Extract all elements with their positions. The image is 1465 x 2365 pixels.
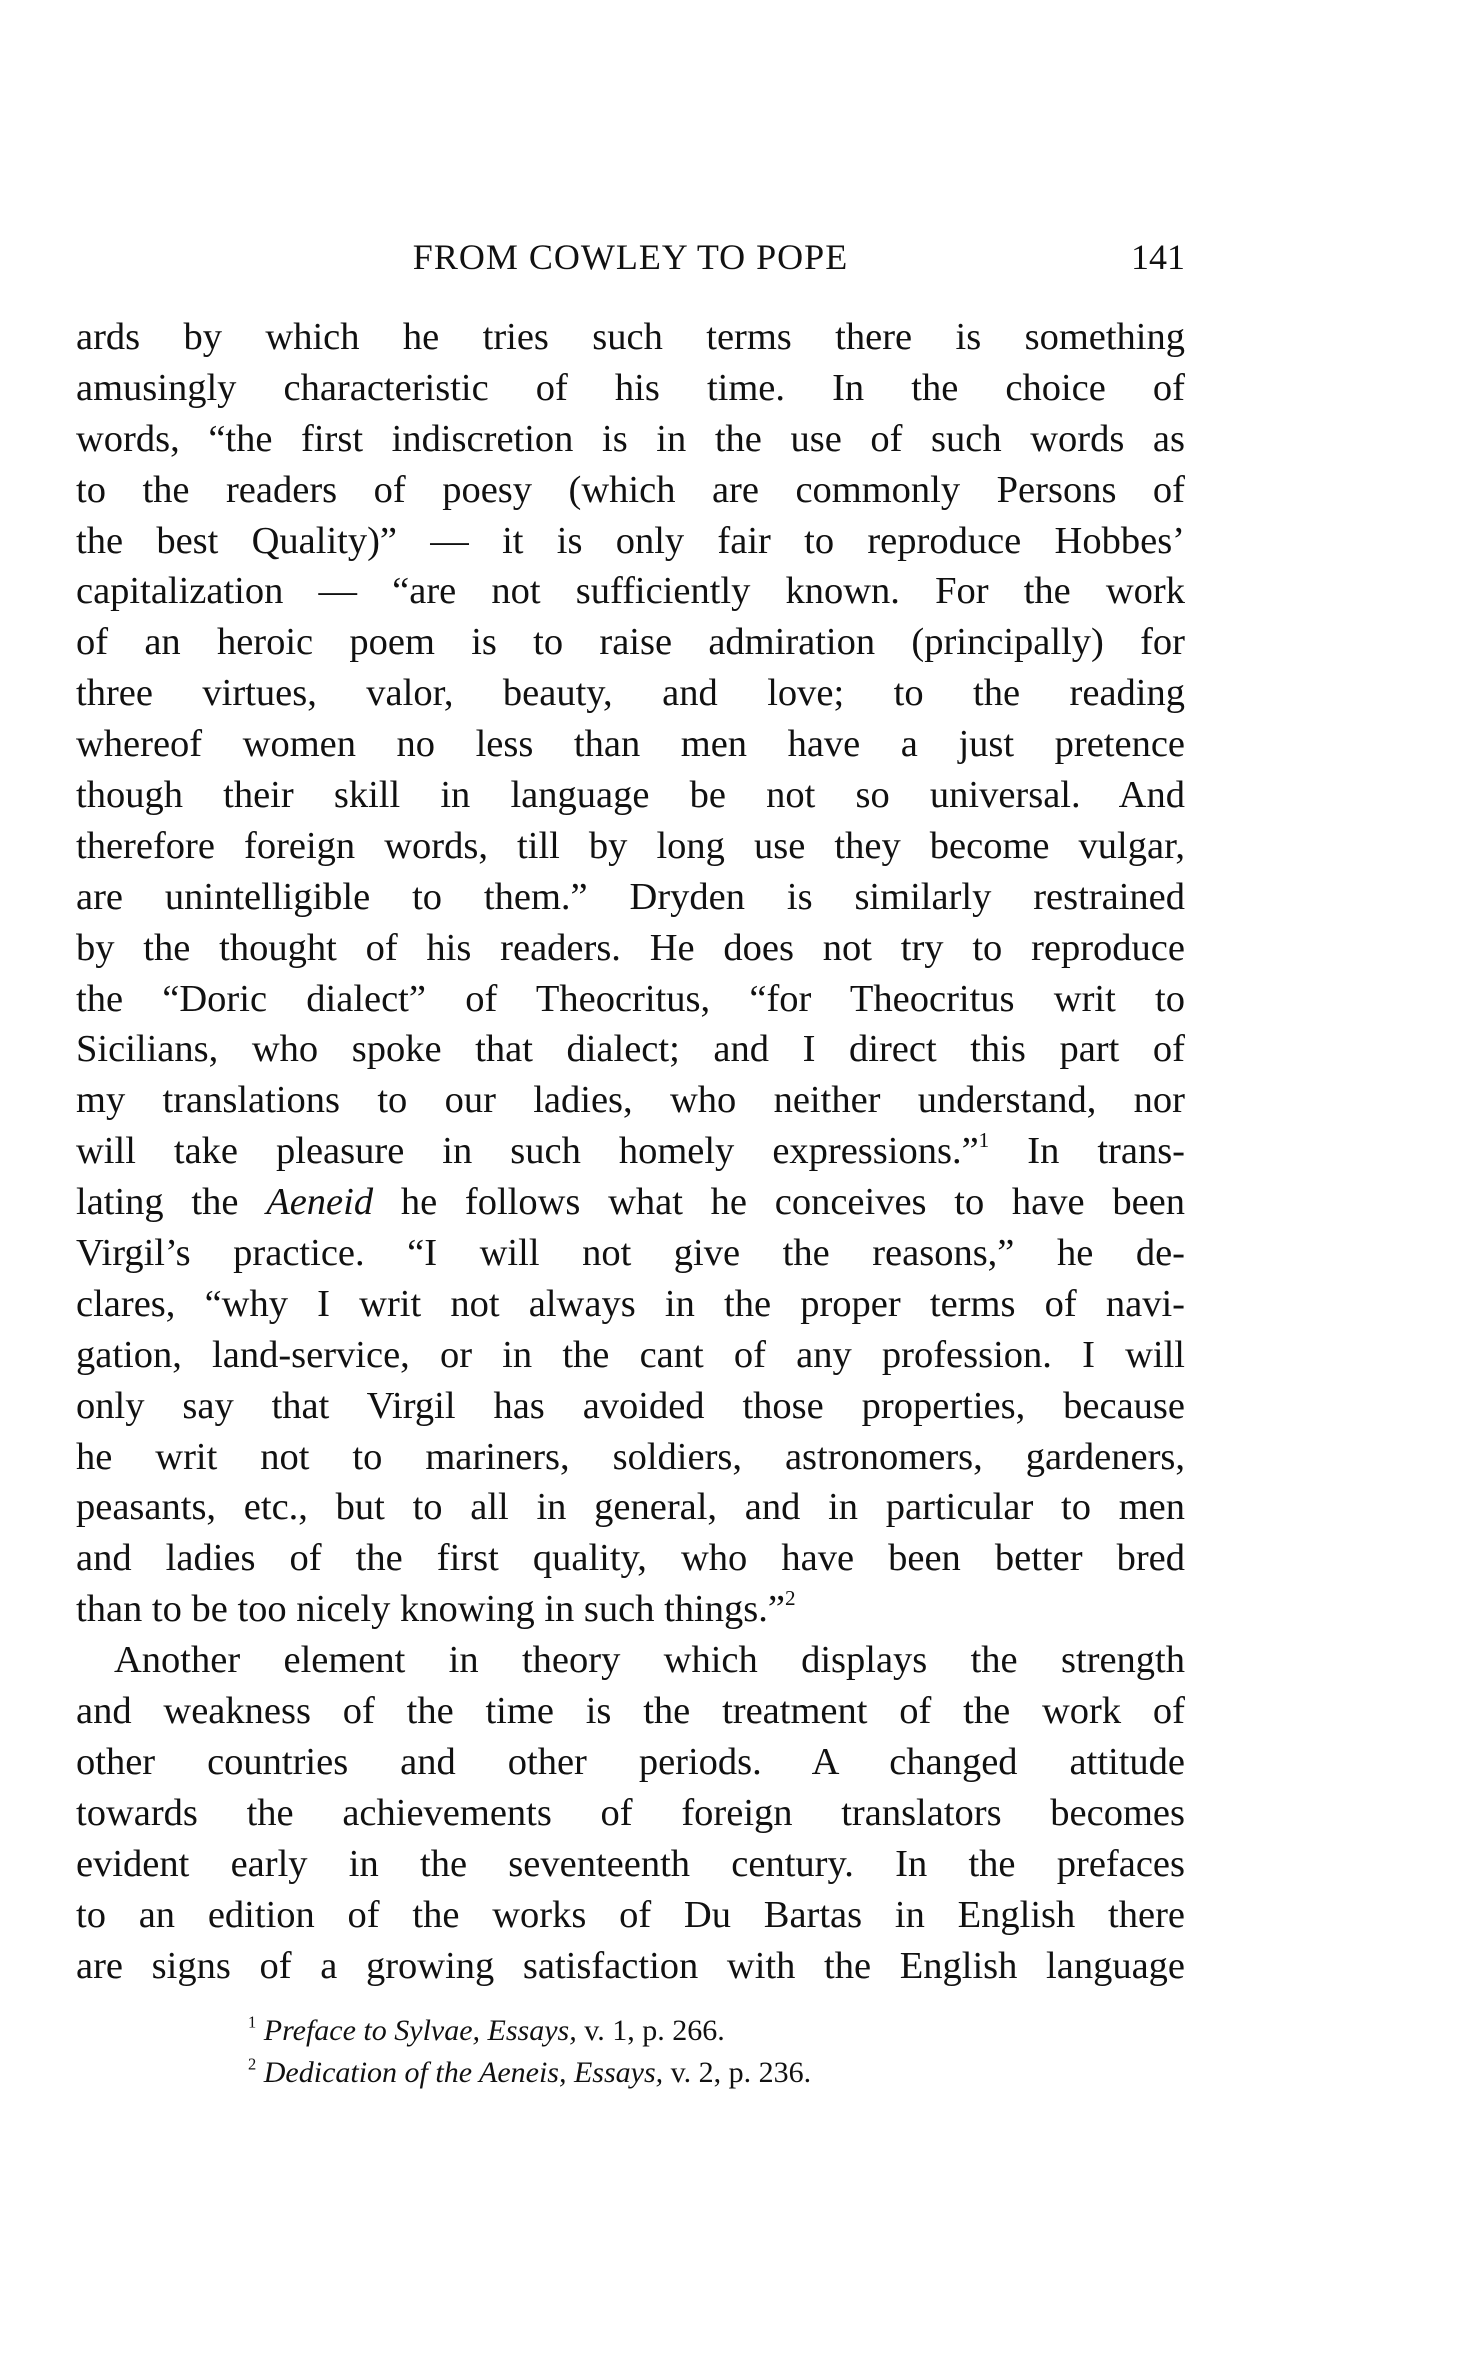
text-line: to an edition of the works of Du Bartas in English there [76,1893,1185,1936]
text-line: whereof women no less than men have a just pretence [76,723,1185,766]
text-line: gation, land-service, or in the cant of any profession. I will [76,1333,1185,1376]
text-line: Sicilians, who spoke that dialect; and I direct this part of [76,1028,1185,1071]
text-line: are signs of a growing satisfaction with the English language [76,1944,1185,1987]
footnotes [248,2010,1148,2094]
footnote [248,2010,1148,2052]
text-segment: will take pleasure in such homely expressions.” [76,1130,979,1173]
text-line: of an heroic poem is to raise admiration (principally) for [76,621,1185,664]
text-line: Another element in theory which displays the strength [114,1639,1185,1682]
text-line: ards by which he tries such terms there is something [76,316,1185,358]
footnote-ref: 1 [978,1128,990,1153]
text-line: words, “the first indiscretion is in the use of such words as [76,417,1185,460]
text-line: other countries and other periods. A changed attitude [76,1740,1185,1783]
text-line: amusingly characteristic of his time. In the choice of [76,366,1185,409]
page-number: 141 [1131,237,1185,277]
body-text [76,312,1185,1991]
text-line [76,1126,1185,1177]
text-line: though their skill in language be not so universal. And [76,774,1185,817]
text-line: the “Doric dialect” of Theocritus, “for Theocritus writ to [76,977,1185,1020]
text-line: he writ not to mariners, soldiers, astronomers, gardeners, [76,1435,1185,1478]
text-line: peasants, etc., but to all in general, and in particular to men [76,1486,1185,1529]
text-line: to the readers of poesy (which are commonly Persons of [76,468,1185,511]
text-line: and weakness of the time is the treatment of the work of [76,1690,1185,1733]
text-line: Virgil’s practice. “I will not give the reasons,” he de- [76,1232,1185,1275]
text-line: capitalization — “are not sufficiently known. For the work [76,570,1185,613]
italic-title: Aeneid [266,1181,374,1224]
text-line [76,1584,1185,1635]
text-line: therefore foreign words, till by long use they become vulgar, [76,824,1185,867]
footnote-source: Dedication of the Aeneis, Essays, [263,2056,664,2089]
text-segment: than to be too nicely knowing in such things.” [76,1588,785,1631]
text-line: three virtues, valor, beauty, and love; to the reading [76,672,1185,715]
text-line: by the thought of his readers. He does not try to reproduce [76,926,1185,969]
text-line: towards the achievements of foreign translators becomes [76,1791,1185,1834]
footnote-ref-text: v. 1, p. 266. [584,2014,725,2047]
text-line [76,1177,1185,1228]
footnote-mark: 1 [248,2012,257,2032]
running-head [76,232,1185,282]
text-line: the best Quality)” — it is only fair to reproduce Hobbes’ [76,519,1185,562]
text-line: evident early in the seventeenth century. In the prefaces [76,1842,1185,1885]
footnote-source: Preface to Sylvae, Essays, [263,2014,577,2047]
text-segment: lating the [76,1181,239,1224]
footnote [248,2052,1148,2094]
text-segment: he follows what he conceives to have been [400,1181,1186,1224]
footnote-mark: 2 [248,2054,257,2074]
text-line: my translations to our ladies, who neither understand, nor [76,1079,1185,1122]
footnote-ref-text: v. 2, p. 236. [670,2056,812,2089]
text-line: only say that Virgil has avoided those properties, because [76,1384,1185,1427]
text-line: and ladies of the first quality, who have been better bred [76,1537,1185,1580]
text-line: are unintelligible to them.” Dryden is similarly restrained [76,875,1185,918]
text-line: clares, “why I writ not always in the proper terms of navi- [76,1282,1185,1325]
running-title: FROM COWLEY TO POPE [412,237,849,277]
text-segment: In trans- [1027,1130,1186,1173]
footnote-ref: 2 [784,1586,796,1611]
